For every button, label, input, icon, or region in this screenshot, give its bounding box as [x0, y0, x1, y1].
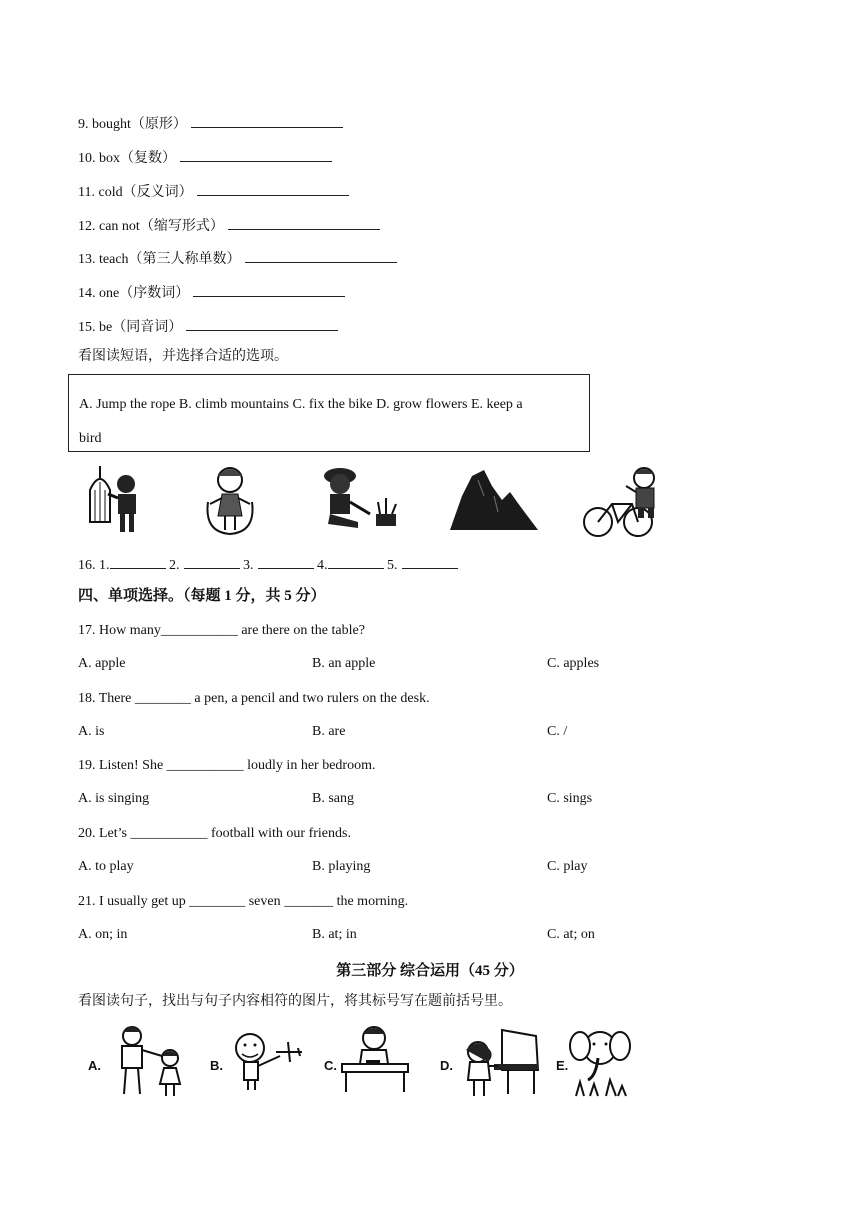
option-19-a: A. is singing — [78, 791, 150, 806]
phrase-options-line2: bird — [79, 431, 102, 446]
question-19-stem: 19. Listen! She ___________ loudly in her bedroom. — [78, 758, 376, 773]
question-10: 10. box（复数） — [78, 147, 332, 168]
answer-blank-2 — [184, 554, 240, 569]
answer-blank-4 — [328, 554, 384, 569]
option-18-b: B. are — [312, 724, 346, 739]
elephant-icon — [566, 1026, 632, 1098]
girl-piano-icon — [460, 1026, 542, 1098]
question-13: 13. teach（第三人称单数） — [78, 248, 397, 269]
picture-label-a: A. — [88, 1058, 101, 1073]
answer-blank-1 — [110, 554, 166, 569]
answer-blank — [186, 316, 338, 331]
picture-phrase-instruction: 看图读短语，并选择合适的选项。 — [78, 349, 288, 364]
option-20-a: A. to play — [78, 859, 134, 874]
jump-rope-girl-icon — [200, 462, 260, 538]
question-9: 9. bought（原形） — [78, 113, 343, 134]
question-11: 11. cold（反义词） — [78, 181, 349, 202]
section-4-heading: 四、单项选择。（每题 1 分，共 5 分） — [78, 588, 326, 604]
question-17-stem: 17. How many___________ are there on the table? — [78, 623, 365, 638]
bike-repair-icon — [582, 464, 668, 540]
question-12: 12. can not（缩写形式） — [78, 215, 380, 236]
mountain-icon — [448, 466, 540, 536]
picture-label-c: C. — [324, 1058, 337, 1073]
question-16: 16. 1. 2. 3. 4. 5. — [78, 554, 458, 575]
option-20-c: C. play — [547, 859, 588, 874]
boy-toy-plane-icon — [228, 1030, 306, 1092]
option-17-b: B. an apple — [312, 656, 376, 671]
picture-label-e: E. — [556, 1058, 569, 1073]
answer-blank — [191, 113, 343, 128]
answer-blank-5 — [402, 554, 458, 569]
question-14: 14. one（序数词） — [78, 282, 345, 303]
option-20-b: B. playing — [312, 859, 371, 874]
option-19-b: B. sang — [312, 791, 354, 806]
answer-blank — [228, 215, 380, 230]
option-21-b: B. at; in — [312, 927, 357, 942]
option-21-a: A. on; in — [78, 927, 128, 942]
answer-blank — [180, 147, 332, 162]
question-18-stem: 18. There ________ a pen, a pencil and two rulers on the desk. — [78, 691, 430, 706]
option-18-c: C. / — [547, 724, 568, 739]
birdcage-person-icon — [82, 460, 148, 536]
answer-blank — [245, 248, 397, 263]
question-20-stem: 20. Let’s ___________ football with our friends. — [78, 826, 351, 841]
picture-label-d: D. — [440, 1058, 453, 1073]
answer-blank — [197, 181, 349, 196]
question-21-stem: 21. I usually get up ________ seven _______ the morning. — [78, 894, 409, 909]
answer-blank-3 — [258, 554, 314, 569]
option-17-a: A. apple — [78, 656, 126, 671]
answer-blank — [193, 282, 345, 297]
option-17-c: C. apples — [547, 656, 600, 671]
phrase-options-line1: A. Jump the rope B. climb mountains C. fix the bike D. grow flowers E. keep a — [79, 397, 523, 412]
option-21-c: C. at; on — [547, 927, 595, 942]
gardening-person-icon — [318, 462, 404, 534]
question-15: 15. be（同音词） — [78, 316, 338, 337]
adult-child-icon — [108, 1024, 190, 1098]
picture-label-b: B. — [210, 1058, 223, 1073]
part-3-heading: 第三部分 综合运用（45 分） — [336, 963, 524, 979]
option-19-c: C. sings — [547, 791, 593, 806]
child-at-desk-icon — [336, 1024, 416, 1094]
option-18-a: A. is — [78, 724, 105, 739]
phrase-options-box — [68, 374, 590, 452]
part-3-instruction: 看图读句子，找出与句子内容相符的图片，将其标号写在题前括号里。 — [78, 994, 512, 1009]
